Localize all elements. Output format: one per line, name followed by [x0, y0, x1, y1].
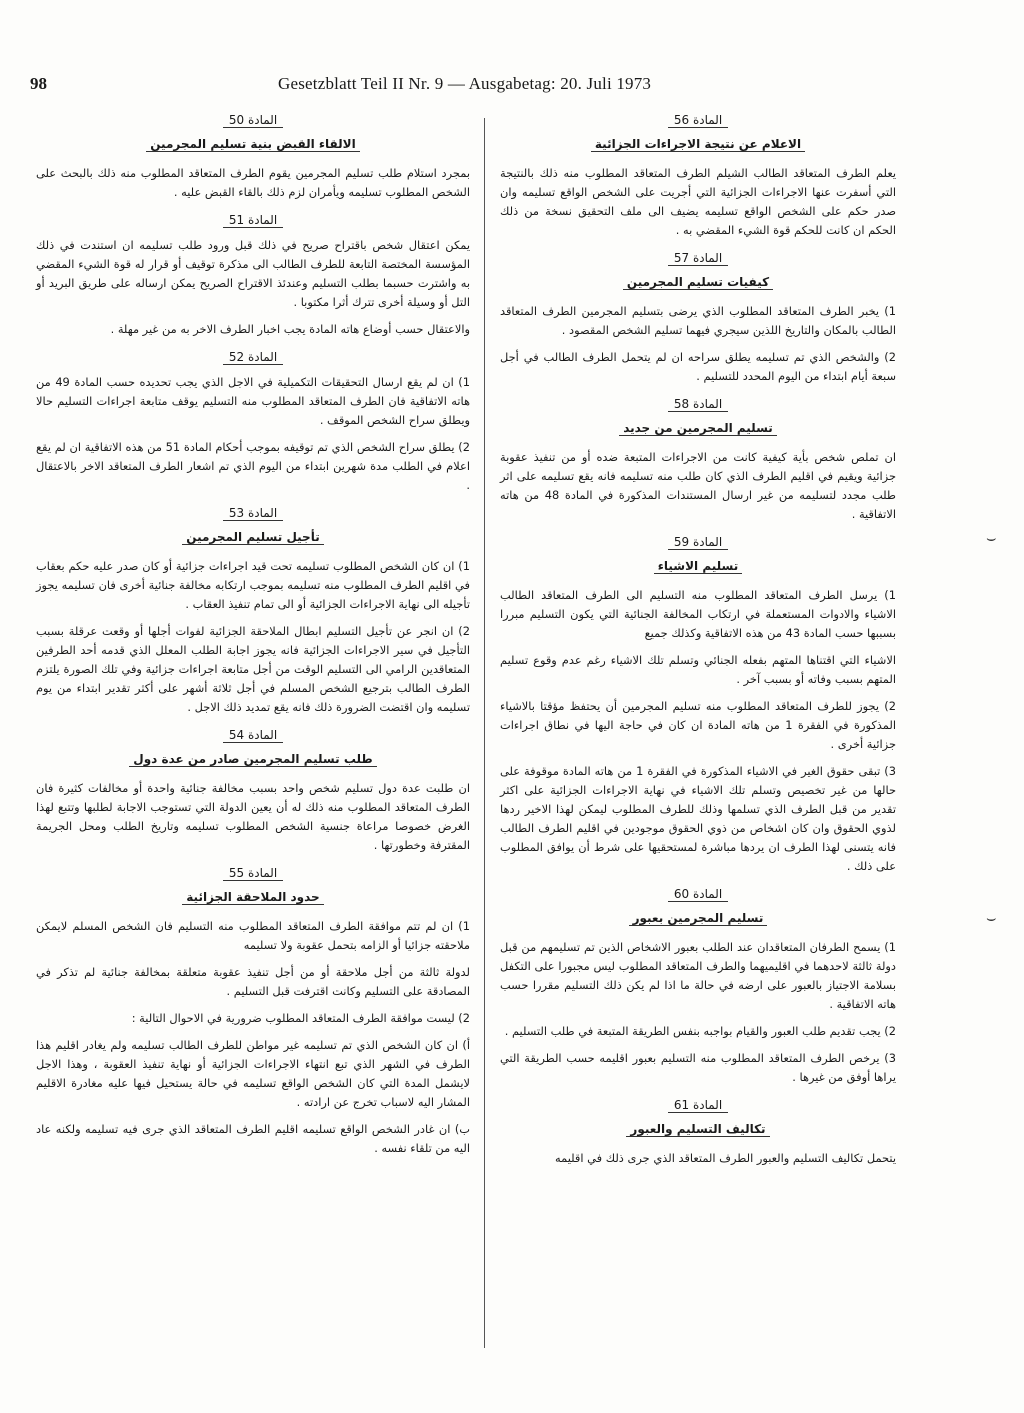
article-number: [36, 110, 470, 130]
article-paragraph: ان تملص شخص بأية كيفية كانت من الاجراءات المتبعة ضده أو من تنفيذ عقوبة جزائية ويقيم في اقليم الطرف الذي كان طلب منه تسليمه فانه يقع تسليمه على اثر طلب مجدد لتسليمه من غير ارسال المستندات المذكورة في المادة 48 من هاته الاتفاقية .: [500, 450, 896, 521]
article-paragraph: 3) يرخص الطرف المتعاقد المطلوب منه التسليم بعبور اقليمه حسب الطريقة التي يراها أوفق من غيرها .: [500, 1051, 896, 1084]
article-paragraph: 2) يجوز للطرف المتعاقد المطلوب منه تسليم المجرمين أن يحتفظ مؤقتا بالاشياء المذكورة في الفقرة 1 من هاته المادة ان كان في حاجة اليها في نطاق اجراءات جزائية أخرى .: [500, 699, 896, 751]
article: [36, 503, 470, 717]
article-paragraph: يمكن اعتقال شخص باقتراح صريح في ذلك قبل ورود طلب تسليمه ان استندت في ذلك المؤسسة المختصة التابعة للطرف الطالب الى مذكرة توقيف أو قرار له قوة الشيء المقضي به واشترت حسبما بطلب التسليم وعندئذ الاقتراح الصريح يمكن ارساله على طريق البريد أو التل أو وسيلة أخرى تترك أثرا مكتوبا .: [36, 238, 470, 309]
article-paragraph: 2) والشخص الذي تم تسليمه يطلق سراحه ان لم يتحمل الطرف الطالب في أجل سبعة أيام ابتداء من اليوم المحدد للتسليم .: [500, 350, 896, 383]
article-paragraph: الاشياء التي اقتناها المتهم بفعله الجنائي وتسلم تلك الاشياء رغم عدم وقوع تسليم المتهم بسبب وفاته أو بسبب آخر .: [500, 653, 896, 686]
article-title-text: حدود الملاحقة الجزائية: [182, 890, 323, 905]
article-number-text: المادة 51: [223, 213, 283, 228]
article: [36, 863, 470, 1158]
article-title-text: الاعلام عن نتيجة الاجراءات الجزائية: [591, 137, 805, 152]
article-title-text: تسليم المجرمين من جديد: [619, 421, 777, 436]
page-number: 98: [30, 74, 47, 93]
article-paragraph: 3) تبقى حقوق الغير في الاشياء المذكورة في الفقرة 1 من هاته المادة موقوفة على حالها من غير تخصيص وتسلم تلك الاشياء في نهاية الاجراءات الجزائية على اكثر تقدير من قبل الطرف الذي تسلمها وذلك للطرف المطلوب ليمكن لهذا الاخير ردها لذوي الحقوق وان كان اشخاص من ذوي الحقوق موجودين في اقليم الطرف الطالب فانه يتسنى لهذا الطرف ان يردها مباشرة لمستحقيها على شرط أن يوافق المطلوب على ذلك .: [500, 764, 896, 873]
article: [500, 110, 896, 240]
article-paragraph: 2) ليست موافقة الطرف المتعاقد المطلوب ضرورية في الاحوال التالية :: [131, 1011, 470, 1025]
article-title: [500, 418, 896, 438]
article-title: [36, 527, 470, 547]
article-title-text: تسليم المجرمين بعبور: [629, 911, 768, 926]
article: [36, 347, 470, 495]
left-column: [36, 104, 470, 1166]
article-paragraph: 2) يطلق سراح الشخص الذي تم توقيفه بموجب أحكام المادة 51 من هذه الاتفاقية ان لم يقع اعلام في الطلب مدة شهرين ابتداء من اليوم الذي تم اشعار الطرف المتعاقد الاخر بالاعتقال .: [36, 440, 470, 492]
article-number-text: المادة 60: [668, 887, 728, 902]
article-title: [500, 908, 896, 928]
article-paragraph: 1) ان لم يقع ارسال التحقيقات التكميلية في الاجل الذي يجب تحديده حسب المادة 49 من هاته الاتفاقية فان الطرف المتعاقد المطلوب منه التسليم يوقف متابعة اجراءات التسليم حالا ويطلق سراح الشخص الموقف .: [36, 375, 470, 427]
article-number-text: المادة 55: [223, 866, 283, 881]
article-number: [500, 110, 896, 130]
article-title: [36, 134, 470, 154]
right-column: [500, 104, 896, 1176]
article-number: [36, 503, 470, 523]
article-paragraph: 1) يخبر الطرف المتعاقد المطلوب الذي يرضى بتسليم المجرمين الطرف المتعاقد الطالب بالمكان والتاريخ اللذين سيجري فيهما تسليم الشخص المقصود .: [500, 304, 896, 337]
article-number: [36, 210, 470, 230]
article-number-text: المادة 52: [223, 350, 283, 365]
article-number-text: المادة 57: [668, 251, 728, 266]
article-title-text: الالقاء القبض بنية تسليم المجرمين: [146, 137, 359, 152]
article-title-text: تكاليف التسليم والعبور: [626, 1122, 769, 1137]
article-paragraph: 2) ان انجر عن تأجيل التسليم ابطال الملاحقة الجزائية لفوات أجلها أو وقعت عرقلة بسبب التأجيل في سير الاجراءات الجزائية فانه يجوز اجابة الطلب المعلل الذي قدمه أحد الطرفين المتعاقدين الرامي الى التسليم الوقت من أجل متابعة اجراءات جزائية وفي تلك الصورة يلتزم الطرف الطالب بترجيع الشخص المسلم في أجل ثلاثة أشهر على أكثر تقدير ابتداء من يوم تسليمه وان اقتضت الضرورة ذلك فانه يقع تمديد ذلك الاجل .: [36, 624, 470, 714]
article-number-text: المادة 56: [668, 113, 728, 128]
article-number: [500, 884, 896, 904]
article-paragraph: يتحمل تكاليف التسليم والعبور الطرف المتعاقد الذي جرى ذلك في اقليمه: [555, 1151, 896, 1165]
article-title-text: تأجيل تسليم المجرمين: [182, 530, 323, 545]
article: [36, 110, 470, 202]
article-number: [36, 863, 470, 883]
article-paragraph: 1) ان كان الشخص المطلوب تسليمه تحت قيد اجراءات جزائية أو كان صدر عليه حكم بعقاب في اقليم الطرف المطلوب منه تسليمه بموجب ارتكابه مخالفة جنائية أخرى فان تسليمه يجوز تأجيله الى نهاية الاجراءات الجزائية أو الى تمام تنفيذ العقاب .: [36, 559, 470, 611]
article: [500, 394, 896, 524]
article-number: [500, 248, 896, 268]
article: [500, 248, 896, 386]
article-number-text: المادة 59: [668, 535, 728, 550]
article-paragraph: 1) يرسل الطرف المتعاقد المطلوب منه التسليم الى الطرف المتعاقد الطالب الاشياء والادوات المستعملة في ارتكاب المخالفة الجنائية التي يكون التسليم مبررا بسببها حسب المادة 43 من هذه الاتفاقية وكذلك جميع: [500, 588, 896, 640]
article-paragraph: 1) ان لم تتم موافقة الطرف المتعاقد المطلوب منه التسليم فان الشخص المسلم لايمكن ملاحقته جزائيا أو الزامه بتحمل عقوبة ولا تسليمه: [36, 919, 470, 952]
article-paragraph: يعلم الطرف المتعاقد الطالب الشيلم الطرف المتعاقد المطلوب منه ذلك بالنتيجة التي أسفرت عنها الاجراءات الجزائية التي أجريت على الشخص الواقع تسليمه وان صدر حكم على الشخص الواقع تسليمه يضيف الى ملف التحقيق نسخة من ذلك الحكم ان كانت للحكم قوة الشيء المقضي به .: [500, 166, 896, 237]
article-title-text: تسليم الاشياء: [654, 559, 743, 574]
article-paragraph: بمجرد استلام طلب تسليم المجرمين يقوم الطرف المتعاقد المطلوب منه ذلك بالبحث على الشخص المطلوب تسليمه ويأمران لزم ذلك بالقاء القبض عليه .: [36, 166, 470, 199]
article-number-text: المادة 50: [223, 113, 283, 128]
article-title: [500, 556, 896, 576]
article-paragraph: 2) يجب تقديم طلب العبور والقيام بواجبه بنفس الطريقة المتبعة في طلب التسليم .: [504, 1024, 896, 1038]
article-title: [36, 749, 470, 769]
article: [36, 210, 470, 339]
article-paragraph: أ) ان كان الشخص الذي تم تسليمه غير مواطن للطرف الطالب تسليمه ولم يغادر اقليم هذا الطرف في الشهر الذي تبع انتهاء الاجراءات الجزائية أو نهاية تنفيذ العقوبة ، وهذا الاجل لايشمل المدة التي كان الشخص الواقع تسليمه في حالة يستحيل فيها عليه مغادرة الاقليم المشار اليه لاسباب تخرج عن ارادته .: [36, 1038, 470, 1109]
article-paragraph: ان طلبت عدة دول تسليم شخص واحد بسبب مخالفة جنائية واحدة أو مخالفات كثيرة فان الطرف المتعاقد المطلوب منه ذلك له أن يعين الدولة التي تستوجب الاجابة لطلبها وتتبع لهذا الغرض خصوصا مراعاة جنسية الشخص المطلوب تسليمه وتاريخ الطلب ومحل الجريمة المقترفة وخطورتها .: [36, 781, 470, 852]
article-title: [500, 272, 896, 292]
article-number: [500, 1095, 896, 1115]
article-title-text: كيفيات تسليم المجرمين: [623, 275, 773, 290]
article-title: [36, 887, 470, 907]
page-header: [30, 74, 970, 98]
article-number: [36, 725, 470, 745]
margin-mark-icon: ⌣: [986, 528, 997, 547]
article-number: [500, 394, 896, 414]
article-title: [500, 1119, 896, 1139]
article-title: [500, 134, 896, 154]
article-paragraph: 1) يسمح الطرفان المتعاقدان عند الطلب بعبور الاشخاص الذين تم تسليمهم من قبل دولة ثالثة لاحدهما في اقليميهما والطرف المتعاقد المطلوب ليس مجبورا على التكفل بسلامة الاجتياز بالعبور على ارضه في حالة ما اذا لم يكن ذلك التسليم مقررا حسب هاته الاتفاقية .: [500, 940, 896, 1011]
article-number-text: المادة 58: [668, 397, 728, 412]
column-divider: [484, 118, 485, 1348]
margin-mark-icon: ⌣: [986, 908, 997, 927]
article: [500, 884, 896, 1087]
article-title-text: طلب تسليم المجرمين صادر من عدة دول: [129, 752, 376, 767]
article-paragraph: ب) ان غادر الشخص الواقع تسليمه اقليم الطرف المتعاقد الذي جرى فيه تسليمه ولكنه عاد اليه من تلقاء نفسه .: [36, 1122, 470, 1155]
article-paragraph: والاعتقال حسب أوضاع هاته المادة يجب اخبار الطرف الاخر به من غير مهلة .: [110, 322, 470, 336]
article-paragraph: لدولة ثالثة من أجل ملاحقة أو من أجل تنفيذ عقوبة متعلقة بمخالفة جنائية لم تذكر في المصادقة على التسليم وكانت اقترفت قبل التسليم .: [36, 965, 470, 998]
article-number: [500, 532, 896, 552]
running-head: Gesetzblatt Teil II Nr. 9 — Ausgabetag: 20. Juli 1973: [278, 74, 652, 93]
article: [500, 532, 896, 876]
article-number-text: المادة 54: [223, 728, 283, 743]
article-number-text: المادة 61: [668, 1098, 728, 1113]
article: [36, 725, 470, 855]
article-number: [36, 347, 470, 367]
article-number-text: المادة 53: [223, 506, 283, 521]
article: [500, 1095, 896, 1168]
